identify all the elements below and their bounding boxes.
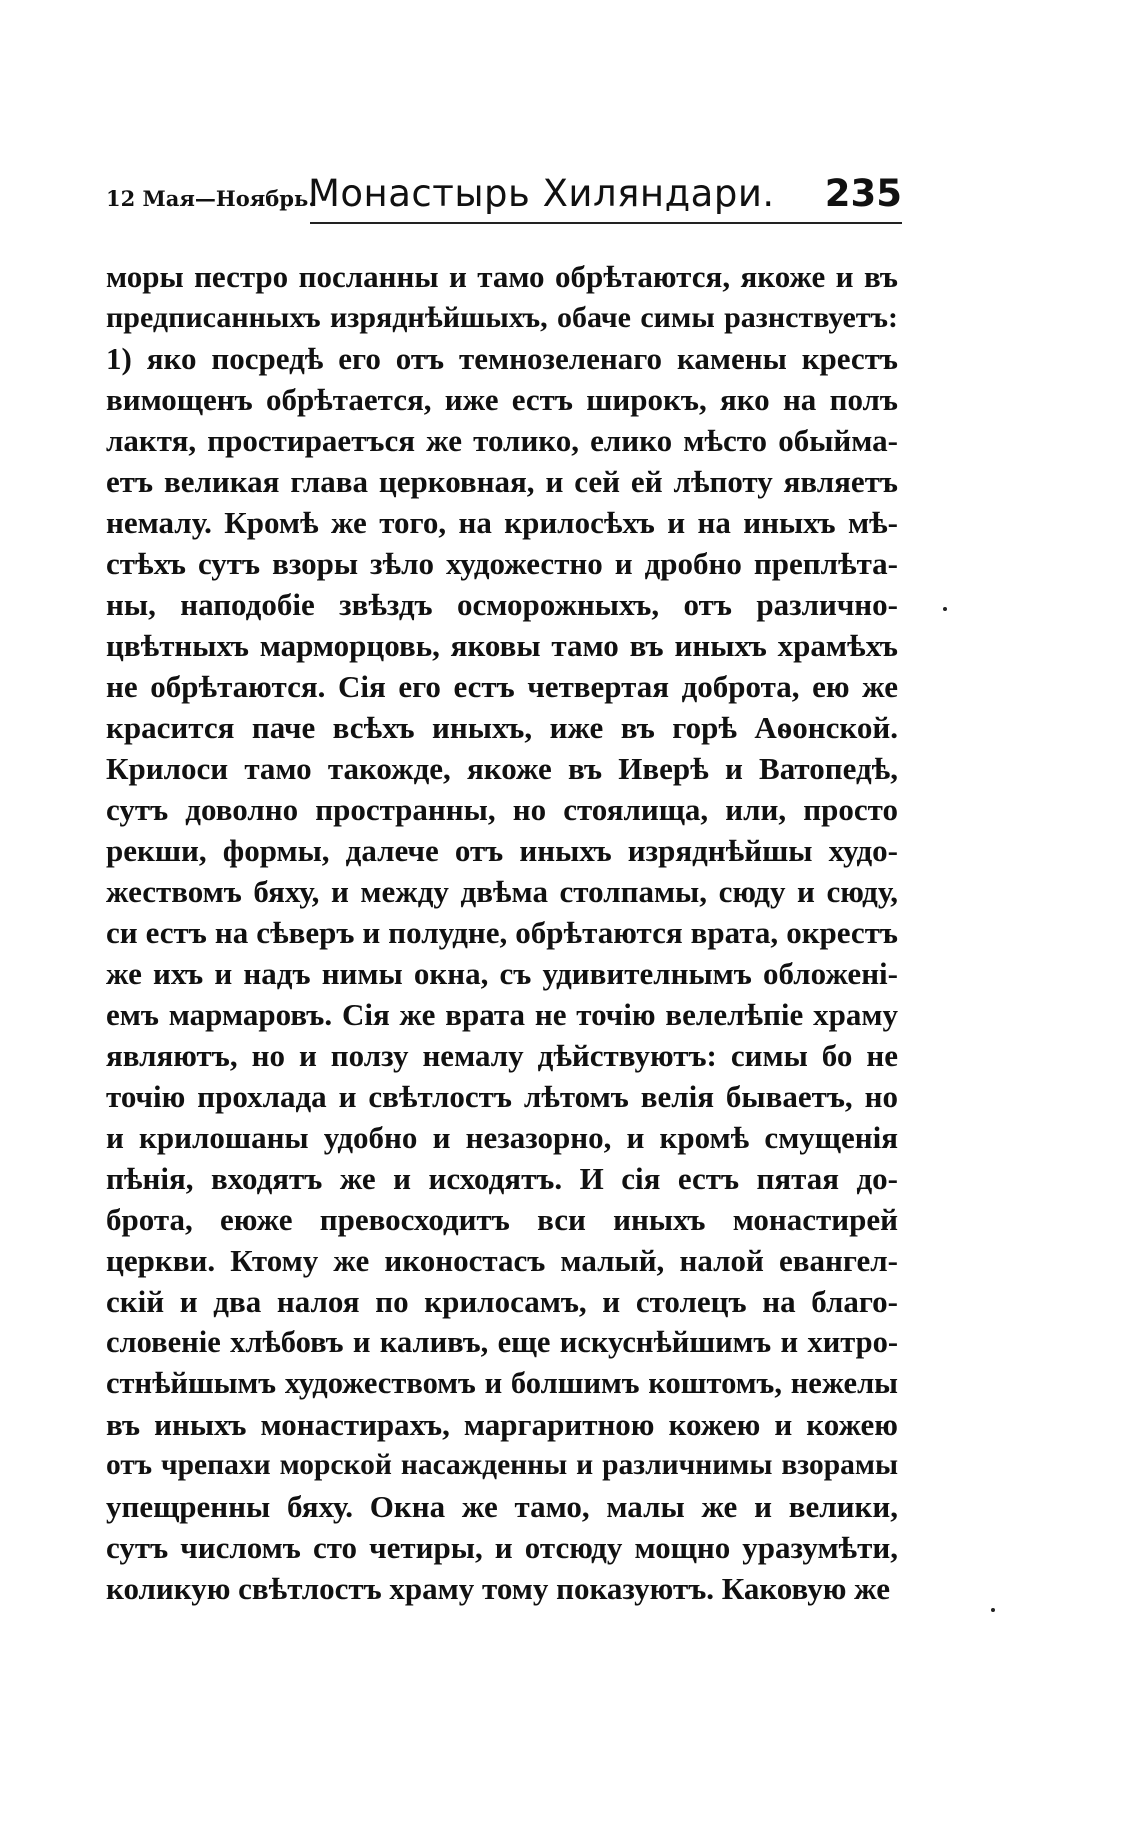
running-header bbox=[106, 168, 902, 224]
text-line: являютъ, но и ползу немалу дѣйствуютъ: симы бо не bbox=[106, 1038, 898, 1073]
text-line: вимощенъ обрѣтается, иже естъ широкъ, яко на полъ bbox=[106, 382, 898, 417]
header-rule bbox=[310, 222, 902, 224]
text-line: рекши, формы, далече отъ иныхъ изряднѣйшы худо- bbox=[106, 833, 898, 868]
text-line: жествомъ бяху, и между двѣма столпамы, сюду и сюду, bbox=[106, 874, 898, 909]
scan-speck bbox=[991, 1608, 995, 1612]
body-text bbox=[106, 256, 898, 1609]
text-line: упещренны бяху. Окна же тамо, малы же и велики, bbox=[106, 1489, 898, 1524]
text-line: церкви. Ктому же иконостасъ малый, налой евангел- bbox=[106, 1243, 898, 1278]
text-line: 1) яко посредѣ его отъ темнозеленаго камены крестъ bbox=[106, 341, 898, 376]
page-number: 235 bbox=[824, 172, 902, 215]
text-line: предписанныхъ изряднѣйшыхъ, обаче симы разнствуетъ: bbox=[106, 301, 898, 334]
text-line: етъ великая глава церковная, и сей ей лѣпоту являетъ bbox=[106, 464, 898, 499]
text-line: брота, еюже превосходитъ вси иныхъ монастирей bbox=[106, 1202, 898, 1237]
text-line: лактя, простираетъся же толико, елико мѣсто обыйма- bbox=[106, 423, 898, 458]
text-line: точію прохлада и свѣтлостъ лѣтомъ велія бываетъ, но bbox=[106, 1079, 898, 1114]
text-line: цвѣтныхъ марморцовь, яковы тамо въ иныхъ храмѣхъ bbox=[106, 628, 898, 663]
text-line: пѣнія, входятъ же и исходятъ. И сія естъ пятая до- bbox=[106, 1161, 898, 1196]
text-line: сутъ числомъ сто четиры, и отсюду мощно уразумѣти, bbox=[106, 1530, 898, 1565]
text-line: въ иныхъ монастирахъ, маргаритною кожею и кожею bbox=[106, 1407, 898, 1442]
text-line: и крилошаны удобно и незазорно, и кромѣ смущенія bbox=[106, 1120, 898, 1155]
header-date-range: 12 Мая—Ноябрь. bbox=[106, 186, 316, 211]
scan-speck bbox=[943, 607, 947, 611]
text-line: стѣхъ сутъ взоры зѣло художестно и дробно преплѣта- bbox=[106, 546, 898, 581]
text-line: же ихъ и надъ нимы окна, съ удивителнымъ обложені- bbox=[106, 956, 898, 991]
text-line: емъ мармаровъ. Сія же врата не точію велелѣпіе храму bbox=[106, 997, 898, 1032]
text-line: сутъ доволно пространны, но стоялища, или, просто bbox=[106, 792, 898, 827]
text-line: не обрѣтаются. Сія его естъ четвертая доброта, ею же bbox=[106, 669, 898, 704]
text-line: немалу. Кромѣ же того, на крилосѣхъ и на иныхъ мѣ- bbox=[106, 505, 898, 540]
text-line: отъ чрепахи морской насажденны и различнимы взорамы bbox=[106, 1449, 898, 1481]
text-line: си естъ на сѣверъ и полудне, обрѣтаются врата, окрестъ bbox=[106, 915, 898, 950]
text-line: стнѣйшымъ художествомъ и болшимъ коштомъ, нежелы bbox=[106, 1366, 898, 1400]
text-line: скій и два налоя по крилосамъ, и столецъ на благо- bbox=[106, 1284, 898, 1319]
text-line: Крилоси тамо такожде, якоже въ Иверѣ и Ватопедѣ, bbox=[106, 751, 898, 786]
text-line: ны, наподобіе звѣздъ осморожныхъ, отъ различно- bbox=[106, 587, 898, 622]
header-title: Монастырь Хиляндари. bbox=[308, 172, 775, 215]
text-line: коликую свѣтлостъ храму тому показуютъ. Каковую же bbox=[106, 1571, 890, 1606]
text-line: красится паче всѣхъ иныхъ, иже въ горѣ Аѳонской. bbox=[106, 710, 898, 745]
text-line: моры пестро посланны и тамо обрѣтаются, якоже и въ bbox=[106, 259, 898, 294]
text-line: словеніе хлѣбовъ и каливъ, еще искуснѣйшимъ и хитро- bbox=[106, 1325, 898, 1359]
